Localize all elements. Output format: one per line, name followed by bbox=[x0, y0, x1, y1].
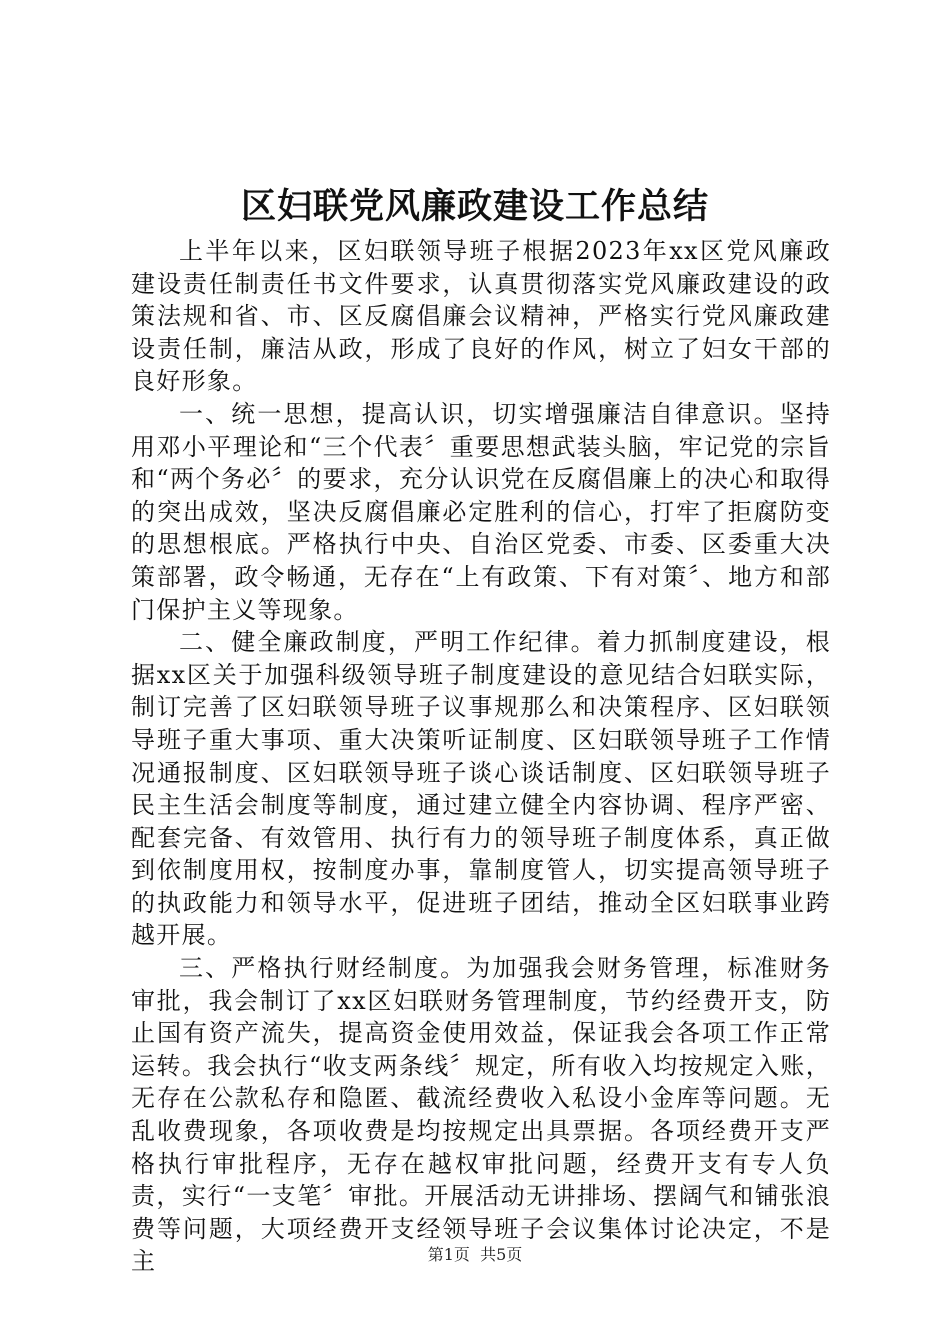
paragraph-section-3: 三、严格执行财经制度。为加强我会财务管理，标准财务审批，我会制订了xx区妇联财务管理制度，节约经费开支，防止国有资产流失，提高资金使用效益，保证我会各项工作正常运转。我会执行“收支两条线〞规定，所有收入均按规定入账，无存在公款私存和隐匿、截流经费收入私设小金库等问题。无乱收费现象，各项收费是均按规定出具票据。各项经费开支严格执行审批程序，无存在越权审批问题，经费开支有专人负责，实行“一支笔〞审批。开展活动无讲排场、摆阔气和铺张浪费等问题，大项经费开支经领导班子会议集体讨论决定，不是主 bbox=[131, 954, 831, 1276]
paragraph-section-1: 一、统一思想，提高认识，切实增强廉洁自律意识。坚持用邓小平理论和“三个代表〞重要思想武装头脑，牢记党的宗旨和“两个务必〞的要求，充分认识党在反腐倡廉上的决心和取得的突出成效，坚决反腐倡廉必定胜利的信心，打牢了拒腐防变的思想根底。严格执行中央、自治区党委、市委、区委重大决策部署，政令畅通，无存在“上有政策、下有对策〞、地方和部门保护主义等现象。 bbox=[131, 399, 831, 624]
document-body bbox=[131, 235, 831, 1278]
page-number: 第1页 bbox=[427, 1245, 470, 1264]
page-total: 共5页 bbox=[480, 1245, 523, 1264]
paragraph-intro: 上半年以来，区妇联领导班子根据2023年xx区党风廉政建设责任制责任书文件要求，认真贯彻落实党风廉政建设的政策法规和省、市、区反腐倡廉会议精神，严格实行党风廉政建设责任制，廉洁从政，形成了良好的作风，树立了妇女干部的良好形象。 bbox=[131, 237, 831, 396]
paragraph-section-2: 二、健全廉政制度，严明工作纪律。着力抓制度建设，根据xx区关于加强科级领导班子制度建设的意见结合妇联实际，制订完善了区妇联领导班子议事规那么和决策程序、区妇联领导班子重大事项、重大决策听证制度、区妇联领导班子工作情况通报制度、区妇联领导班子谈心谈话制度、区妇联领导班子民主生活会制度等制度，通过建立健全内容协调、程序严密、配套完备、有效管用、执行有力的领导班子制度体系，真正做到依制度用权，按制度办事，靠制度管人，切实提高领导班子的执政能力和领导水平，促进班子团结，推动全区妇联事业跨越开展。 bbox=[131, 628, 831, 950]
document-title: 区妇联党风廉政建设工作总结 bbox=[240, 186, 709, 227]
page-footer bbox=[0, 1244, 950, 1266]
